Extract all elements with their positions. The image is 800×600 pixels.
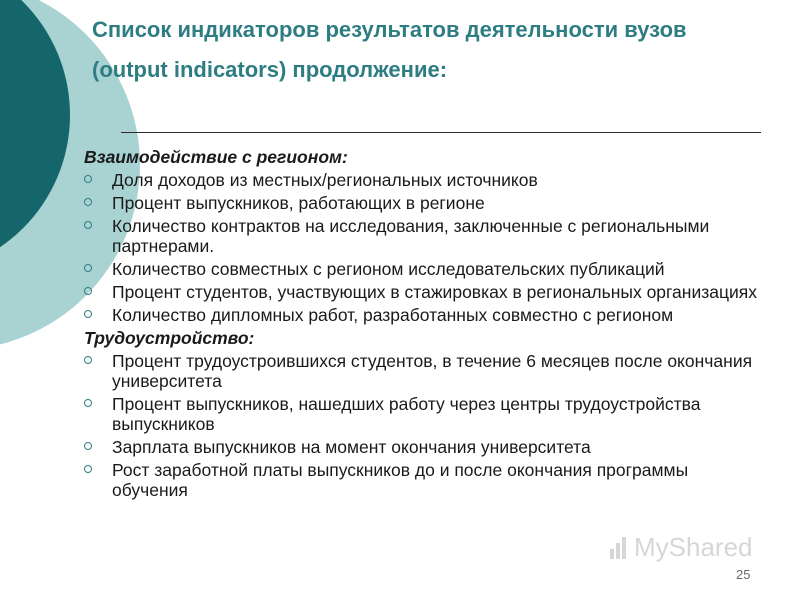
list-item-text: Доля доходов из местных/региональных источников [112, 170, 538, 190]
bullet-icon [84, 287, 92, 295]
bullet-icon [84, 264, 92, 272]
list-item-text: Процент выпускников, работающих в регионе [112, 193, 485, 213]
list-item [84, 305, 764, 325]
list-item-text: Количество дипломных работ, разработанных совместно с регионом [112, 305, 674, 325]
section-heading-employment: Трудоустройство: [84, 328, 255, 348]
slide-title-line-2: (output indicators) продолжение: [92, 57, 448, 82]
bullet-icon [84, 465, 92, 473]
list-item [84, 259, 764, 279]
bullet-icon [84, 399, 92, 407]
list-item-text: Процент выпускников, нашедших работу через центры трудоустройства выпускников [112, 394, 701, 434]
list-item-text: Количество контрактов на исследования, заключенные с региональными партнерами. [112, 216, 710, 256]
presentation-logo-icon [610, 537, 628, 559]
bullet-icon [84, 310, 92, 318]
slide-title [92, 10, 782, 90]
list-item [84, 437, 764, 457]
bullet-icon [84, 442, 92, 450]
bullet-icon [84, 221, 92, 229]
list-item-text: Процент студентов, участвующих в стажировках в региональных организациях [112, 282, 757, 302]
list-item [84, 193, 764, 213]
list-item-text: Зарплата выпускников на момент окончания университета [112, 437, 591, 457]
list-item-text: Количество совместных с регионом исследовательских публикаций [112, 259, 665, 279]
watermark [610, 532, 753, 563]
watermark-text: MyShared [634, 532, 753, 562]
list-item [84, 170, 764, 190]
list-item [84, 460, 764, 500]
bullet-icon [84, 198, 92, 206]
bullet-icon [84, 356, 92, 364]
title-divider [121, 132, 761, 133]
list-item-text: Процент трудоустроившихся студентов, в течение 6 месяцев после окончания университета [112, 351, 753, 391]
page-number: 25 [736, 567, 751, 582]
list-item-text: Рост заработной платы выпускников до и после окончания программы обучения [112, 460, 689, 500]
list-item [84, 282, 764, 302]
list-item [84, 394, 764, 434]
bullet-icon [84, 175, 92, 183]
slide-title-line-1: Список индикаторов результатов деятельности вузов [92, 17, 687, 42]
list-item [84, 216, 764, 256]
section-heading-region: Взаимодействие с регионом: [84, 147, 348, 167]
list-item [84, 351, 764, 391]
slide-content [84, 147, 764, 503]
